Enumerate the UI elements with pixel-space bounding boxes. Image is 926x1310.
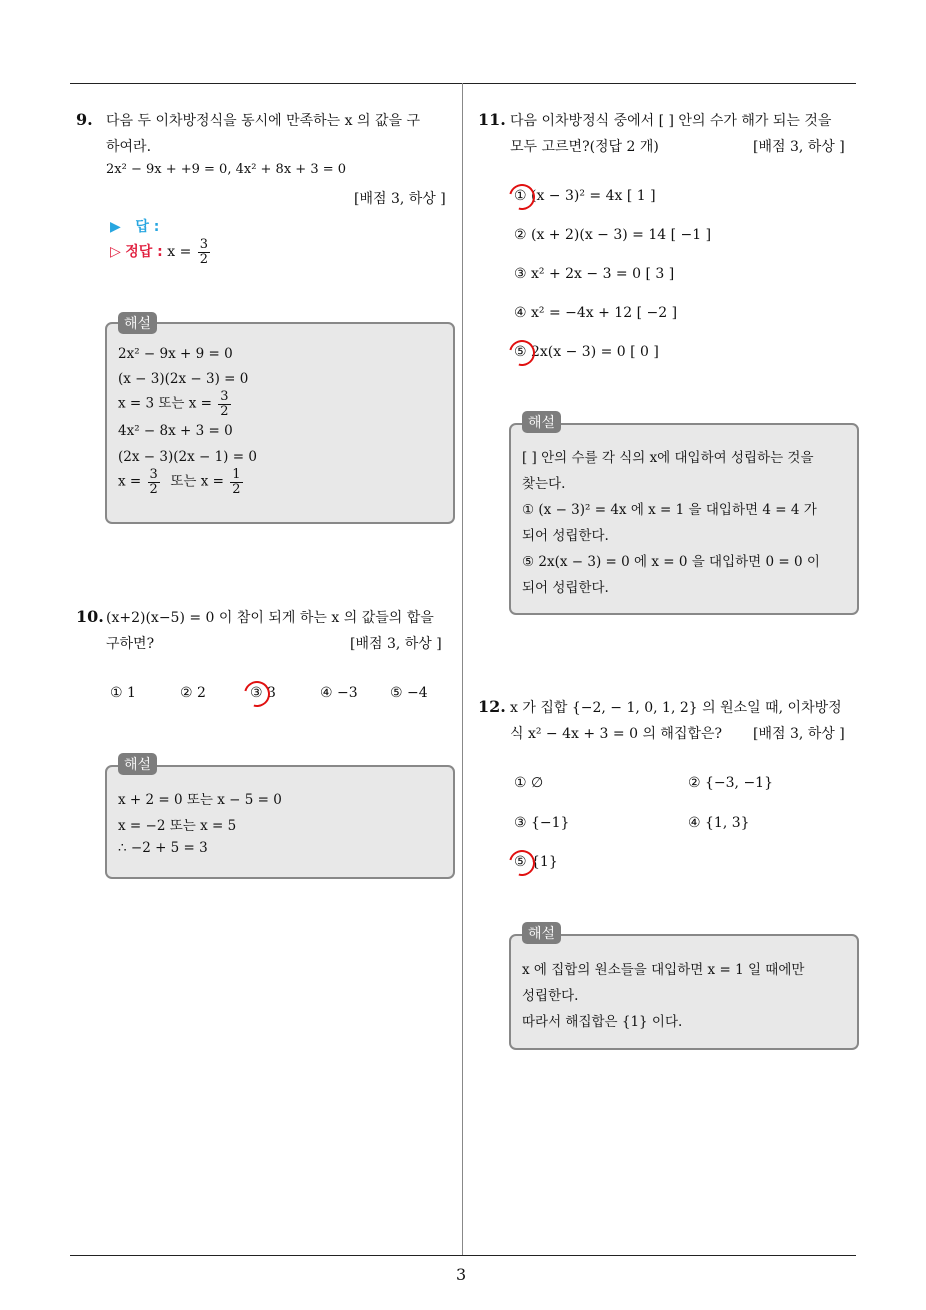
choice-5[interactable]: ⑤ {1} xyxy=(514,854,558,870)
selected-mark-icon xyxy=(504,845,540,881)
explanation-line: [ ] 안의 수를 각 식의 x에 대입하여 성립하는 것을 xyxy=(522,450,814,466)
question-text: 식 x² − 4x + 3 = 0 의 해집합은? xyxy=(510,726,723,742)
choice-1[interactable]: ① 1 xyxy=(110,685,136,701)
choice-3[interactable]: ③ {−1} xyxy=(514,815,570,831)
selected-mark-icon xyxy=(239,676,275,712)
explanation-line: 4x² − 8x + 3 = 0 xyxy=(118,423,233,439)
explanation-line: 2x² − 9x + 9 = 0 xyxy=(118,346,233,362)
question-number: 11. xyxy=(478,110,506,129)
explanation-tag: 해설 xyxy=(118,312,157,334)
score-meta: [배점 3, 하상 ] xyxy=(753,139,845,155)
question-text: 구하면? xyxy=(106,636,155,652)
score-meta: [배점 3, 하상 ] xyxy=(753,726,845,742)
explanation-line: ∴ −2 + 5 = 3 xyxy=(118,840,208,856)
question-text: 다음 이차방정식 중에서 [ ] 안의 수가 해가 되는 것을 xyxy=(510,113,832,129)
choice-4[interactable]: ④ −3 xyxy=(320,685,358,701)
answer-label: 답 : xyxy=(135,219,160,235)
explanation-line: 되어 성립한다. xyxy=(522,580,609,596)
explanation-line: 따라서 해집합은 {1} 이다. xyxy=(522,1014,683,1030)
equation: 2x² − 9x + +9 = 0, 4x² + 8x + 3 = 0 xyxy=(106,162,347,177)
question-text: 다음 두 이차방정식을 동시에 만족하는 x 의 값을 구 xyxy=(106,113,420,129)
correct-lhs: x = xyxy=(167,244,192,261)
choice-4[interactable]: ④ {1, 3} xyxy=(688,815,750,831)
explanation-tag: 해설 xyxy=(522,411,561,433)
selected-mark-icon xyxy=(504,335,540,371)
question-text: x 가 집합 {−2, − 1, 0, 1, 2} 의 원소일 때, 이차방정 xyxy=(510,700,842,716)
choice-2[interactable]: ② {−3, −1} xyxy=(688,775,773,791)
explanation-line: 되어 성립한다. xyxy=(522,528,609,544)
question-number: 12. xyxy=(478,697,506,716)
explanation-line: ⑤ 2x(x − 3) = 0 에 x = 0 을 대입하면 0 = 0 이 xyxy=(522,554,820,570)
choice-2[interactable]: ② 2 xyxy=(180,685,206,701)
answer-row xyxy=(110,216,159,236)
explanation-tag: 해설 xyxy=(118,753,157,775)
choice-2[interactable]: ② (x + 2)(x − 3) = 14 [ −1 ] xyxy=(514,227,712,243)
explanation-line: x = $\frac{3}{2}$ 또는 x = $\frac{1}{2}$ xyxy=(118,467,241,497)
fraction: $\frac{3}{2}$ xyxy=(199,237,209,267)
explanation-line: x = −2 또는 x = 5 xyxy=(118,818,237,834)
top-rule xyxy=(70,83,856,84)
correct-label: 정답 : xyxy=(125,244,163,261)
explanation-line: x + 2 = 0 또는 x − 5 = 0 xyxy=(118,792,282,808)
score-meta: [배점 3, 하상 ] xyxy=(350,636,442,652)
question-number: 10. xyxy=(76,607,104,626)
choice-3[interactable]: ③ x² + 2x − 3 = 0 [ 3 ] xyxy=(514,266,675,282)
choice-3[interactable]: ③ 3 xyxy=(250,685,276,701)
explanation-line: (x − 3)(2x − 3) = 0 xyxy=(118,371,249,387)
selected-mark-icon xyxy=(504,179,540,215)
choice-5[interactable]: ⑤ 2x(x − 3) = 0 [ 0 ] xyxy=(514,344,659,360)
page-number: 3 xyxy=(456,1265,467,1284)
correct-answer-row xyxy=(110,238,212,266)
explanation-line: (2x − 3)(2x − 1) = 0 xyxy=(118,449,257,465)
explanation-line: ① (x − 3)² = 4x 에 x = 1 을 대입하면 4 = 4 가 xyxy=(522,502,817,518)
column-divider xyxy=(462,83,463,1255)
triangle-icon: ▷ xyxy=(110,244,121,261)
question-number: 9. xyxy=(76,110,93,129)
explanation-line: x = 3 또는 x = $\frac{3}{2}$ xyxy=(118,389,229,419)
explanation-tag: 해설 xyxy=(522,922,561,944)
question-text: 하여라. xyxy=(106,139,152,155)
explanation-line: x 에 집합의 원소들을 대입하면 x = 1 일 때에만 xyxy=(522,962,805,978)
choice-1[interactable]: ① (x − 3)² = 4x [ 1 ] xyxy=(514,188,656,204)
explanation-line: 성립한다. xyxy=(522,988,579,1004)
bottom-rule xyxy=(70,1255,856,1256)
choice-4[interactable]: ④ x² = −4x + 12 [ −2 ] xyxy=(514,305,678,321)
choice-1[interactable]: ① ∅ xyxy=(514,775,544,791)
score-meta: [배점 3, 하상 ] xyxy=(354,191,446,207)
play-icon: ▶ xyxy=(110,219,121,235)
explanation-line: 찾는다. xyxy=(522,476,566,492)
question-text: 모두 고르면?(정답 2 개) xyxy=(510,139,659,155)
question-text: (x+2)(x−5) = 0 이 참이 되게 하는 x 의 값들의 합을 xyxy=(106,610,434,626)
choice-5[interactable]: ⑤ −4 xyxy=(390,685,428,701)
